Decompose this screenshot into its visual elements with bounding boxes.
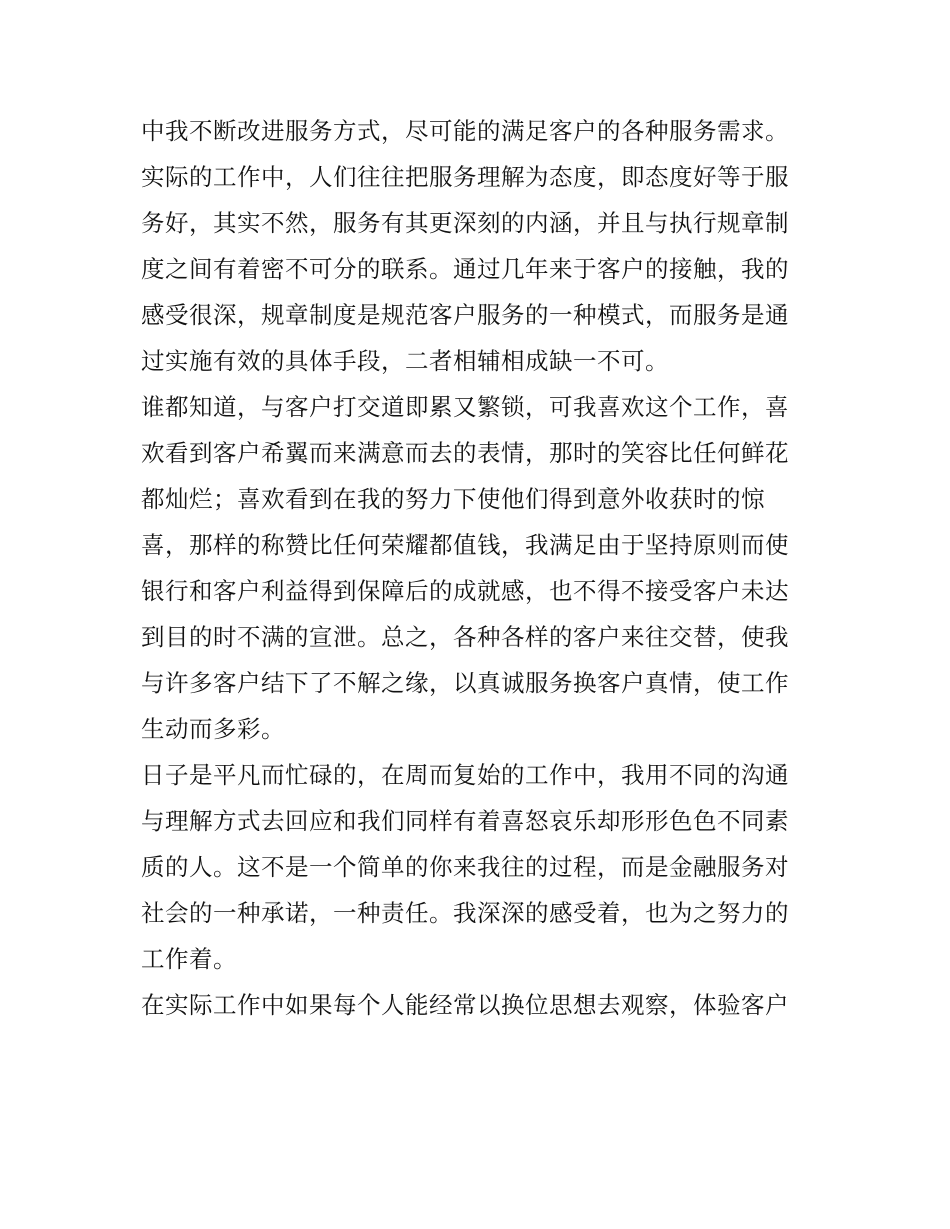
text-line: 日子是平凡而忙碌的，在周而复始的工作中，我用不同的沟通 [141,761,789,789]
body-text [141,108,821,1028]
text-line: 银行和客户利益得到保障后的成就感，也不得不接受客户未达 [141,577,789,605]
text-line: 在实际工作中如果每个人能经常以换位思想去观察，体验客户 [141,991,789,1019]
text-line: 社会的一种承诺，一种责任。我深深的感受着，也为之努力的 [141,899,789,927]
text-line: 度之间有着密不可分的联系。通过几年来于客户的接触，我的 [141,255,789,283]
text-line: 到目的时不满的宣泄。总之，各种各样的客户来往交替，使我 [141,623,789,651]
text-line: 感受很深，规章制度是规范客户服务的一种模式，而服务是通 [141,301,789,329]
text-line: 实际的工作中，人们往往把服务理解为态度，即态度好等于服 [141,163,789,191]
text-line: 与理解方式去回应和我们同样有着喜怒哀乐却形形色色不同素 [141,807,789,835]
text-line: 喜，那样的称赞比任何荣耀都值钱，我满足由于坚持原则而使 [141,531,789,559]
text-line: 都灿烂；喜欢看到在我的努力下使他们得到意外收获时的惊 [141,485,765,513]
text-line: 过实施有效的具体手段，二者相辅相成缺一不可。 [141,347,669,375]
text-line: 谁都知道，与客户打交道即累又繁锁，可我喜欢这个工作，喜 [141,393,789,421]
text-line: 与许多客户结下了不解之缘，以真诚服务换客户真情，使工作 [141,669,789,697]
text-line: 工作着。 [141,945,237,973]
text-line: 生动而多彩。 [141,715,285,743]
text-line: 质的人。这不是一个简单的你来我往的过程，而是金融服务对 [141,853,789,881]
text-line: 欢看到客户希翼而来满意而去的表情，那时的笑容比任何鲜花 [141,439,789,467]
text-line: 中我不断改进服务方式，尽可能的满足客户的各种服务需求。 [141,117,789,145]
text-line: 务好，其实不然，服务有其更深刻的内涵，并且与执行规章制 [141,209,789,237]
